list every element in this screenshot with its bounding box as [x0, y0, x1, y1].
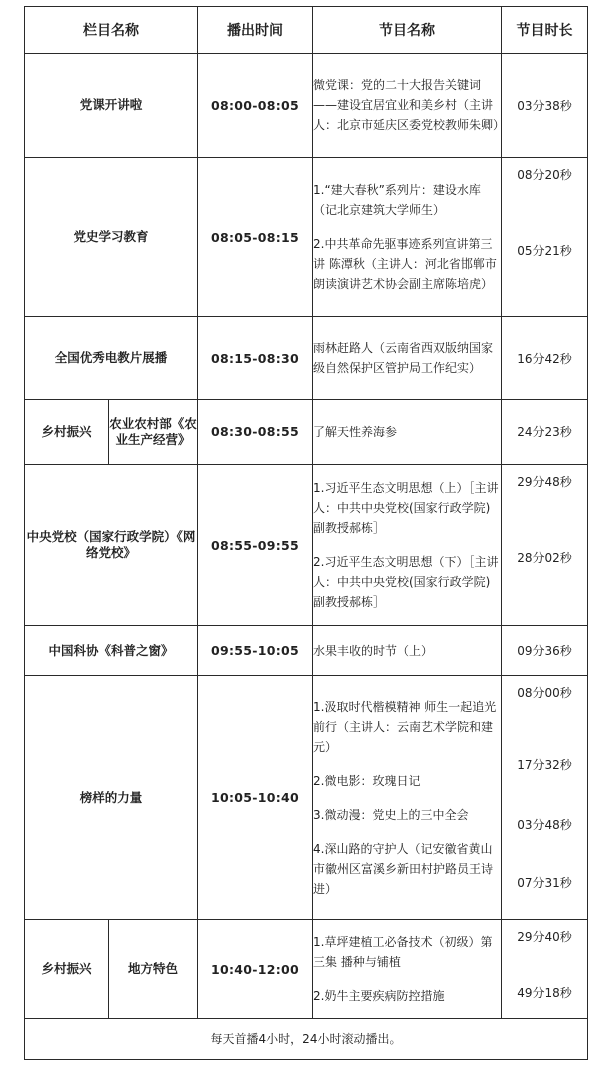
air-time: 08:05-08:15: [198, 157, 313, 317]
air-time: 09:55-10:05: [198, 625, 313, 675]
program-item: 1.汲取时代楷模精神 师生一起追光前行（主讲人：云南艺术学院和建元）: [313, 699, 497, 754]
program-item: 4.深山路的守护人（记安徽省黄山市徽州区富溪乡新田村护路员王诗进）: [313, 841, 494, 896]
column-name-primary: 乡村振兴: [25, 399, 109, 464]
table-row: [25, 317, 588, 399]
duration-item: 49分18秒: [517, 986, 572, 1001]
table-row: [25, 465, 588, 626]
program-item: 1.习近平生态文明思想（上）［主讲人：中共中央党校(国家行政学院)副教授郝栋］: [313, 481, 499, 536]
program-name: [313, 465, 502, 626]
air-time: 08:55-09:55: [198, 465, 313, 626]
duration: [502, 920, 588, 1018]
duration: [502, 676, 588, 920]
duration-item: 29分40秒: [517, 930, 572, 945]
schedule-table: [24, 6, 588, 1060]
duration: [502, 157, 588, 317]
footer-note: 每天首播4小时，24小时滚动播出。: [25, 1018, 588, 1059]
air-time: 08:00-08:05: [198, 54, 313, 157]
duration-item: 29分48秒: [517, 475, 572, 490]
program-item: 1.草坪建植工必备技术（初级）第三集 播种与铺植: [313, 935, 493, 969]
program-item: 2.中共革命先驱事迹系列宣讲第三讲 陈潭秋（主讲人：河北省邯郸市朗读演讲艺术协会副主席陈培虎）: [313, 237, 497, 292]
program-item: 了解天性养海参: [313, 424, 398, 439]
program-item: 2.微电影：玫瑰日记: [313, 773, 421, 788]
duration-item: 28分02秒: [517, 551, 572, 566]
program-name: [313, 920, 502, 1018]
table-row: [25, 54, 588, 157]
program-item: 3.微动漫：党史上的三中全会: [313, 807, 469, 822]
duration-item: 05分21秒: [517, 243, 572, 258]
column-name: 全国优秀电教片展播: [25, 317, 198, 399]
program-item: 2.奶牛主要疾病防控措施: [313, 989, 445, 1003]
duration-item: 07分31秒: [517, 876, 572, 891]
program-name: [313, 317, 502, 399]
program-item: 2.习近平生态文明思想（下）［主讲人：中共中央党校(国家行政学院)副教授郝栋］: [313, 555, 499, 610]
column-name: 党史学习教育: [25, 157, 198, 317]
table-row: [25, 676, 588, 920]
column-name: 中国科协《科普之窗》: [25, 625, 198, 675]
program-name: [313, 54, 506, 157]
air-time: 10:40-12:00: [198, 920, 313, 1018]
footer-row: [25, 1018, 588, 1059]
air-time: 08:30-08:55: [198, 399, 313, 464]
header-program: 节目名称: [313, 7, 502, 54]
air-time: 08:15-08:30: [198, 317, 313, 399]
air-time: 10:05-10:40: [198, 676, 313, 920]
duration: 16分42秒: [502, 317, 588, 399]
duration-item: 17分32秒: [517, 758, 572, 773]
program-name: [313, 676, 502, 920]
duration: [502, 465, 588, 626]
table-row: [25, 157, 588, 317]
program-item: 雨林赶路人（云南省西双版纳国家级自然保护区管护局工作纪实）: [313, 341, 494, 376]
duration: 24分23秒: [502, 399, 588, 464]
program-item: 微党课：党的二十大报告关键词——建设宜居宜业和美乡村（主讲人：北京市延庆区委党校教师朱卿）: [313, 78, 506, 133]
duration: 09分36秒: [502, 625, 588, 675]
column-name-secondary: 地方特色: [109, 920, 198, 1018]
column-name: 党课开讲啦: [25, 54, 198, 157]
program-name: [313, 157, 502, 317]
program-name: [313, 625, 502, 675]
header-column: 栏目名称: [25, 7, 198, 54]
column-name-primary: 乡村振兴: [25, 920, 109, 1018]
program-item: 1.“建大春秋”系列片：建设水库（记北京建筑大学师生）: [313, 183, 481, 218]
header-duration: 节目时长: [502, 7, 588, 54]
table-row: [25, 625, 588, 675]
column-name: 榜样的力量: [25, 676, 198, 920]
header-row: [25, 7, 588, 54]
program-name: [313, 399, 502, 464]
column-name-secondary: 农业农村部《农业生产经营》: [109, 399, 198, 464]
table-row: [25, 920, 588, 1018]
header-time: 播出时间: [198, 7, 313, 54]
column-name: 中央党校（国家行政学院）《网络党校》: [25, 465, 198, 626]
table-row: [25, 399, 588, 464]
duration-item: 08分20秒: [517, 167, 572, 182]
duration-item: 08分00秒: [517, 686, 572, 701]
duration: 03分38秒: [502, 54, 588, 157]
duration-item: 03分48秒: [517, 818, 572, 833]
program-item: 水果丰收的时节（上）: [313, 643, 434, 658]
